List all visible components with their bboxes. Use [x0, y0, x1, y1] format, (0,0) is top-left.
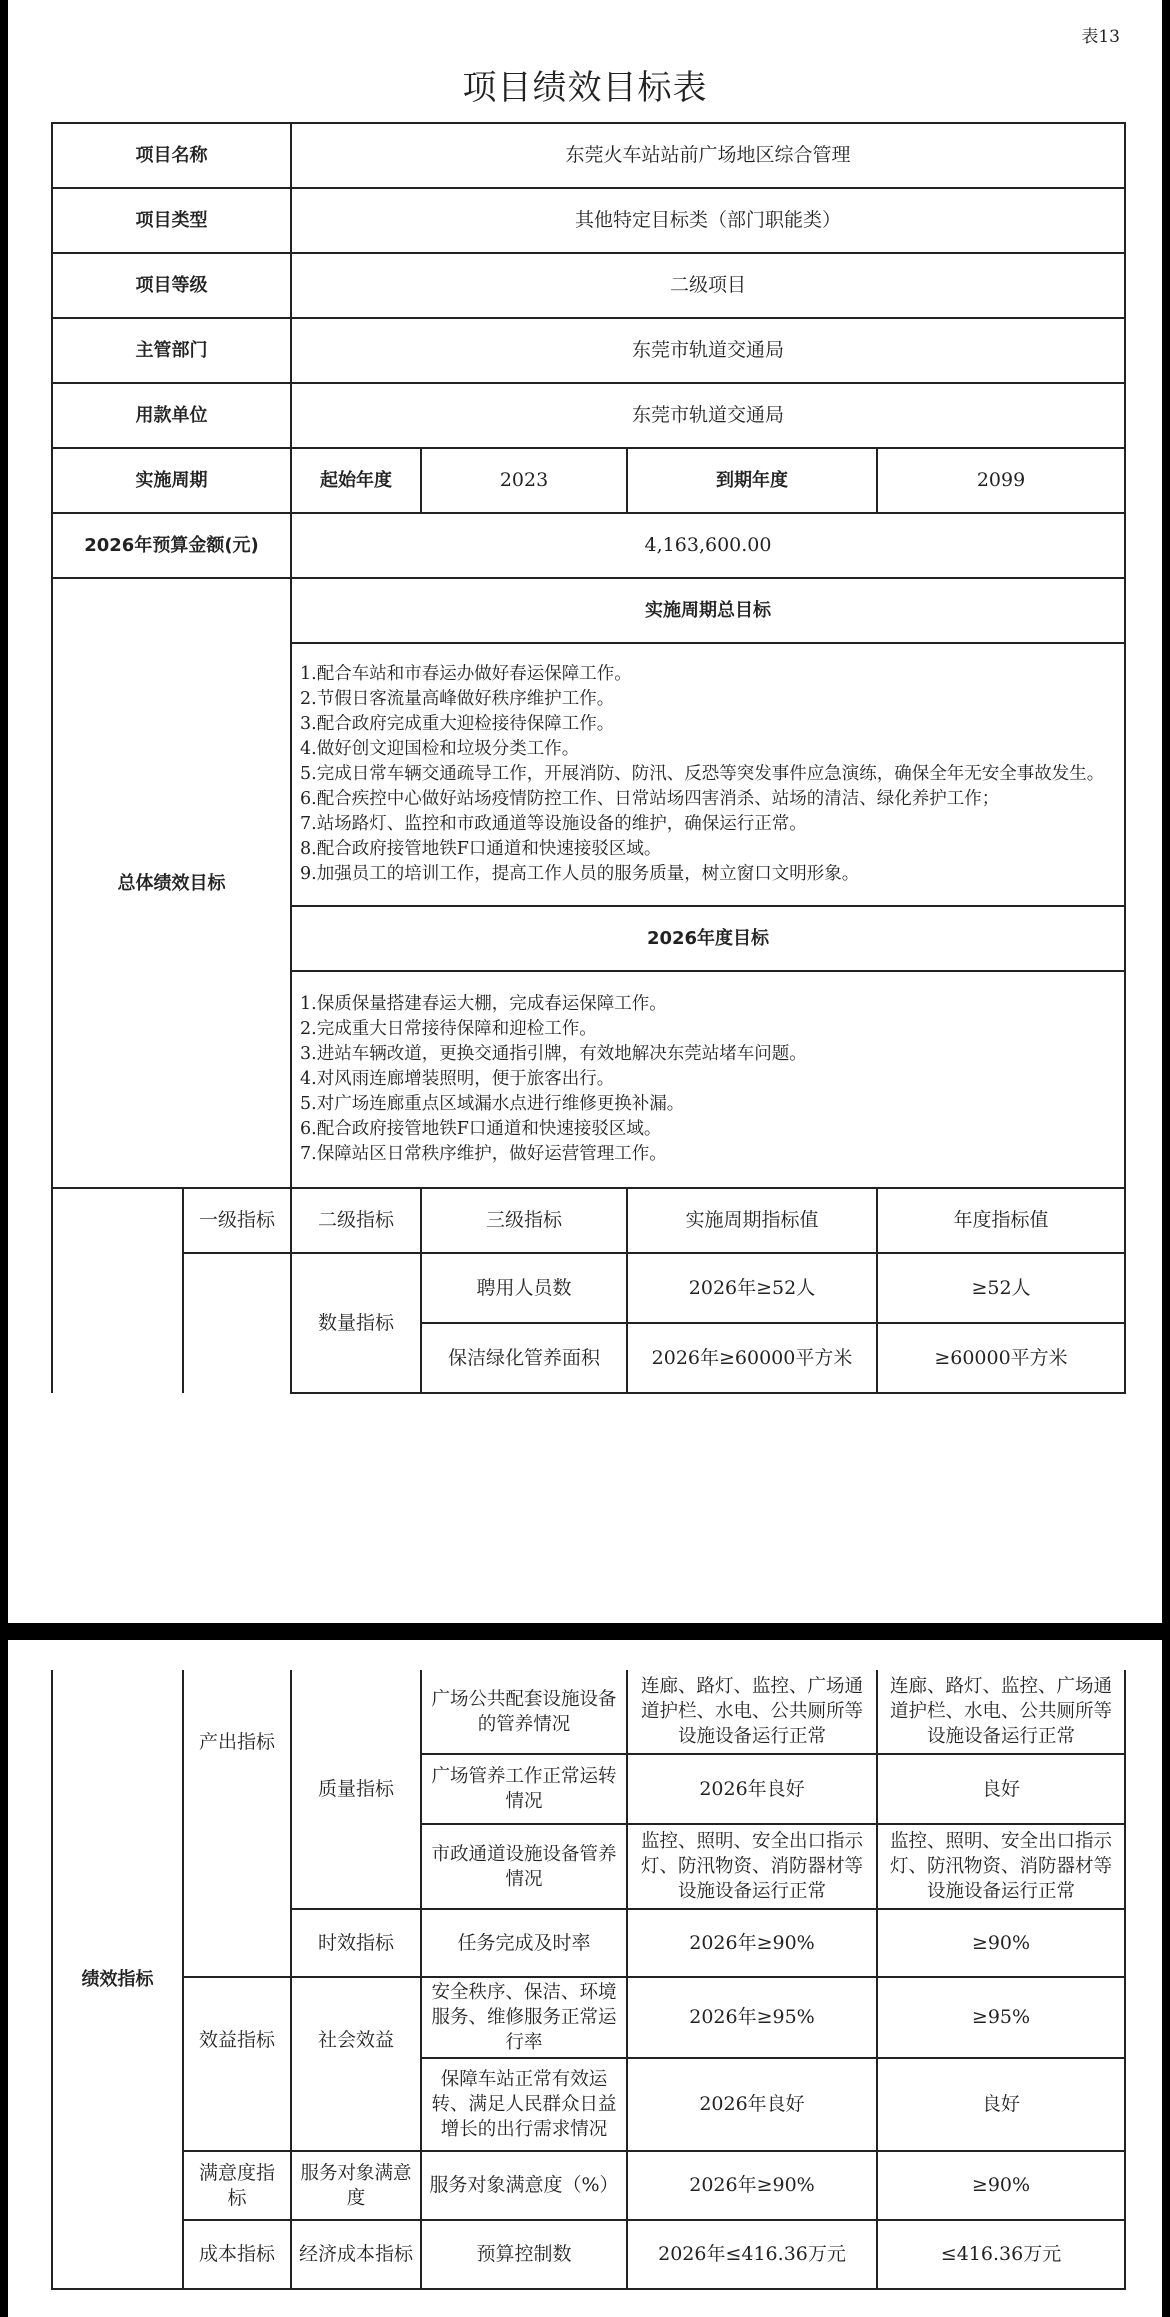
q1-annual: ≥52人 [877, 1253, 1125, 1323]
list-item: 6.配合政府接管地铁F口通道和快速接驳区域。 [300, 1119, 662, 1139]
end-year-label: 到期年度 [627, 448, 877, 513]
table-code: 表13 [1081, 27, 1120, 47]
project-type-label: 项目类型 [52, 188, 291, 253]
project-name-value: 东莞火车站站前广场地区综合管理 [291, 123, 1125, 188]
list-item: 7.站场路灯、监控和市政通道等设施设备的维护，确保运行正常。 [300, 814, 807, 834]
ql2-period: 2026年良好 [627, 1754, 877, 1824]
q2-annual: ≥60000平方米 [877, 1323, 1125, 1393]
period-label: 实施周期 [52, 448, 291, 513]
department-value: 东莞市轨道交通局 [291, 318, 1125, 383]
s1-annual: ≥95% [877, 1977, 1125, 2058]
cost-indicator: 成本指标 [183, 2220, 291, 2289]
period-goals-heading: 实施周期总目标 [291, 578, 1125, 643]
list-item: 3.配合政府完成重大迎检接待保障工作。 [300, 714, 615, 734]
page-title: 项目绩效目标表 [462, 68, 708, 108]
page-1 [8, 0, 1162, 1623]
performance-indicators-label: 绩效指标 [52, 1670, 183, 2289]
performance-table-part2 [51, 1670, 1126, 2290]
list-item: 4.做好创文迎国检和垃圾分类工作。 [300, 739, 580, 759]
timeliness-indicator: 时效指标 [291, 1909, 421, 1977]
list-item: 1.保质保量搭建春运大棚，完成春运保障工作。 [300, 994, 667, 1014]
s2-annual: 良好 [877, 2058, 1125, 2151]
list-item: 3.进站车辆改道，更换交通指引牌，有效地解决东莞站堵车问题。 [300, 1044, 807, 1064]
header-level3: 三级指标 [421, 1188, 627, 1253]
s1-name: 安全秩序、保洁、环境服务、维修服务正常运行率 [421, 1977, 627, 2058]
quantity-indicator: 数量指标 [291, 1253, 421, 1393]
ql1-name: 广场公共配套设施设备的管养情况 [421, 1670, 627, 1754]
header-level1: 一级指标 [183, 1188, 291, 1253]
budget-label: 2026年预算金额(元) [52, 513, 291, 578]
budget-value: 4,163,600.00 [291, 513, 1125, 578]
ql2-annual: 良好 [877, 1754, 1125, 1824]
project-type-value: 其他特定目标类（部门职能类） [291, 188, 1125, 253]
economic-cost: 经济成本指标 [291, 2220, 421, 2289]
t1-period: 2026年≥90% [627, 1909, 877, 1977]
annual-goals-heading: 2026年度目标 [291, 906, 1125, 971]
project-level-value: 二级项目 [291, 253, 1125, 318]
sat1-name: 服务对象满意度（%） [421, 2151, 627, 2220]
quality-indicator: 质量指标 [291, 1670, 421, 1909]
q1-name: 聘用人员数 [421, 1253, 627, 1323]
q1-period: 2026年≥52人 [627, 1253, 877, 1323]
s1-period: 2026年≥95% [627, 1977, 877, 2058]
performance-table-part1 [51, 122, 1126, 1394]
ql2-name: 广场管养工作正常运转情况 [421, 1754, 627, 1824]
q2-period: 2026年≥60000平方米 [627, 1323, 877, 1393]
sat1-period: 2026年≥90% [627, 2151, 877, 2220]
ql3-period: 监控、照明、安全出口指示灯、防汛物资、消防器材等设施设备运行正常 [627, 1824, 877, 1909]
list-item: 2.完成重大日常接待保障和迎检工作。 [300, 1019, 597, 1039]
ql3-name: 市政通道设施设备管养情况 [421, 1824, 627, 1909]
header-annual-value: 年度指标值 [877, 1188, 1125, 1253]
indicator-blank [52, 1188, 183, 1393]
q2-name: 保洁绿化管养面积 [421, 1323, 627, 1393]
project-name-label: 项目名称 [52, 123, 291, 188]
social-benefit: 社会效益 [291, 1977, 421, 2151]
output-indicator: 产出指标 [183, 1670, 291, 1977]
start-year-label: 起始年度 [291, 448, 421, 513]
list-item: 5.完成日常车辆交通疏导工作，开展消防、防汛、反恐等突发事件应急演练，确保全年无安全事故发生。 [300, 764, 1105, 784]
c1-name: 预算控制数 [421, 2220, 627, 2289]
ql1-period: 连廊、路灯、监控、广场通道护栏、水电、公共厕所等设施设备运行正常 [627, 1670, 877, 1754]
list-item: 7.保障站区日常秩序维护，做好运营管理工作。 [300, 1144, 667, 1164]
end-year-value: 2099 [877, 448, 1125, 513]
sat1-annual: ≥90% [877, 2151, 1125, 2220]
t1-name: 任务完成及时率 [421, 1909, 627, 1977]
s2-period: 2026年良好 [627, 2058, 877, 2151]
header-period-value: 实施周期指标值 [627, 1188, 877, 1253]
list-item: 4.对风雨连廊增装照明，便于旅客出行。 [300, 1069, 615, 1089]
ql3-annual: 监控、照明、安全出口指示灯、防汛物资、消防器材等设施设备运行正常 [877, 1824, 1125, 1909]
list-item: 8.配合政府接管地铁F口通道和快速接驳区域。 [300, 839, 662, 859]
output-blank [183, 1253, 291, 1393]
department-label: 主管部门 [52, 318, 291, 383]
t1-annual: ≥90% [877, 1909, 1125, 1977]
page-2 [8, 1640, 1162, 2317]
funding-unit-value: 东莞市轨道交通局 [291, 383, 1125, 448]
list-item: 6.配合疾控中心做好站场疫情防控工作、日常站场四害消杀、站场的清洁、绿化养护工作； [300, 789, 1000, 809]
c1-period: 2026年≤416.36万元 [627, 2220, 877, 2289]
list-item: 1.配合车站和市春运办做好春运保障工作。 [300, 664, 632, 684]
c1-annual: ≤416.36万元 [877, 2220, 1125, 2289]
project-level-label: 项目等级 [52, 253, 291, 318]
period-goals-list [291, 643, 1125, 906]
header-level2: 二级指标 [291, 1188, 421, 1253]
ql1-annual: 连廊、路灯、监控、广场通道护栏、水电、公共厕所等设施设备运行正常 [877, 1670, 1125, 1754]
service-satisfaction: 服务对象满意度 [291, 2151, 421, 2220]
list-item: 5.对广场连廊重点区域漏水点进行维修更换补漏。 [300, 1094, 685, 1114]
benefit-indicator: 效益指标 [183, 1977, 291, 2151]
satisfaction-indicator: 满意度指标 [183, 2151, 291, 2220]
annual-goals-list [291, 971, 1125, 1188]
s2-name: 保障车站正常有效运转、满足人民群众日益增长的出行需求情况 [421, 2058, 627, 2151]
overall-goals-label: 总体绩效目标 [52, 578, 291, 1188]
start-year-value: 2023 [421, 448, 627, 513]
list-item: 9.加强员工的培训工作，提高工作人员的服务质量，树立窗口文明形象。 [300, 864, 860, 884]
list-item: 2.节假日客流量高峰做好秩序维护工作。 [300, 689, 615, 709]
funding-unit-label: 用款单位 [52, 383, 291, 448]
